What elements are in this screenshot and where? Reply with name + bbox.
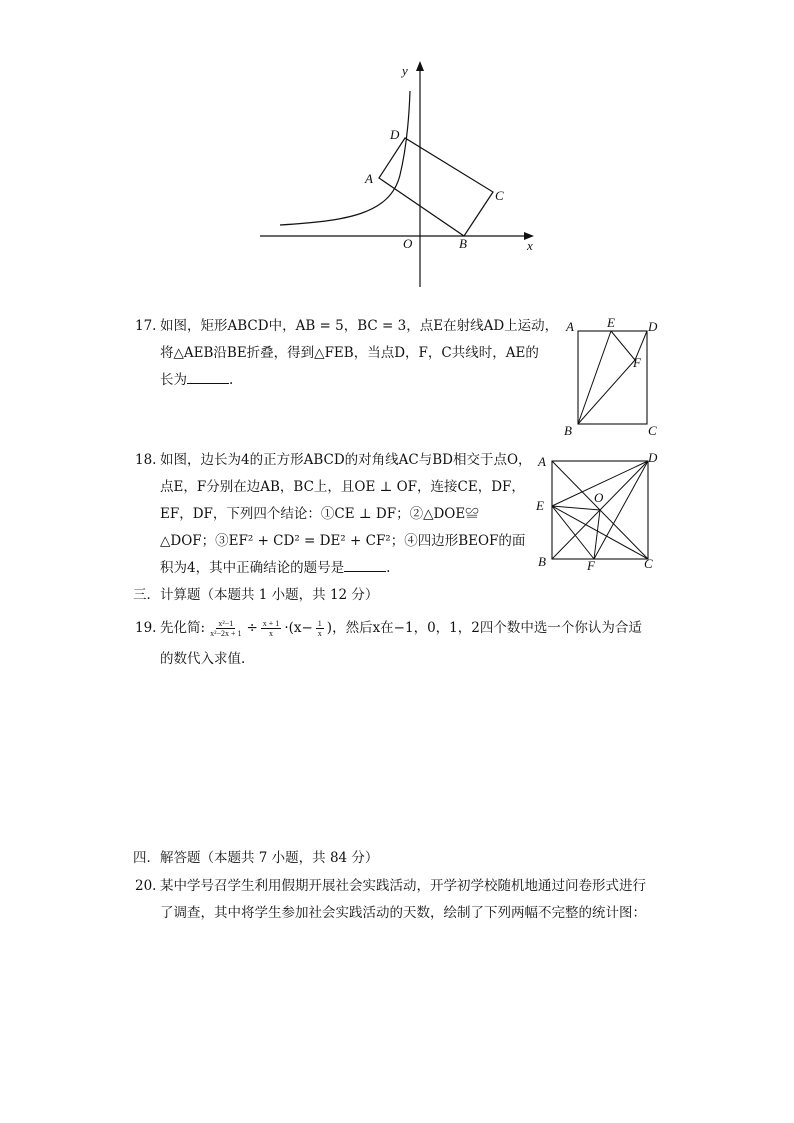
denominator: x	[317, 628, 322, 638]
divide-sign: ÷	[246, 620, 258, 636]
denominator: x	[269, 628, 274, 638]
question-text-line: 的数代入求值.	[160, 651, 246, 667]
label-f: F	[587, 558, 595, 573]
question-text: ·(x−	[284, 620, 313, 636]
question-number: 20.	[135, 878, 157, 894]
label-c: C	[644, 556, 653, 571]
question-text: 先化简:	[160, 620, 206, 636]
question-text-line: EF，DF，下列四个结论：①CE ⊥ DF；②△DOE≌	[160, 506, 479, 522]
hyperbola-curve	[280, 91, 410, 225]
label-o: O	[403, 236, 413, 251]
section-heading: 四．解答题（本题共 7 小题，共 84 分）	[133, 850, 379, 866]
label-a: A	[365, 171, 373, 186]
segment-oe	[552, 506, 600, 510]
coordinate-figure	[250, 55, 550, 295]
question-text: .	[229, 372, 234, 388]
label-f: F	[633, 355, 641, 370]
label-d: D	[648, 319, 658, 334]
label-c: C	[648, 423, 657, 438]
segment-ef	[611, 331, 635, 360]
question-text-line	[160, 370, 233, 390]
rectangle-abcd	[379, 138, 493, 236]
question-text-line: 某中学号召学生利用假期开展社会实践活动，开学初学校随机地通过问卷形式进行	[160, 878, 646, 894]
fraction	[316, 619, 324, 638]
label-d: D	[390, 127, 400, 142]
segment-be	[578, 331, 611, 424]
question-number: 17.	[135, 318, 157, 334]
label-x: x	[527, 238, 533, 253]
question-text-line	[160, 613, 642, 643]
label-b: B	[459, 236, 467, 251]
question-number: 19.	[135, 620, 157, 636]
question-text: 积为4，其中正确结论的题号是	[160, 560, 345, 576]
label-a: A	[538, 454, 546, 469]
numerator: x + 1	[262, 618, 280, 628]
rectangle-abcd	[578, 331, 647, 424]
label-b: B	[538, 554, 546, 569]
question-text-line: △DOF；③EF² + CD² = DE² + CF²；④四边形BEOF的面	[160, 533, 526, 549]
segment-bf	[578, 360, 635, 424]
question-text-line: 如图，矩形ABCD中，AB = 5，BC = 3，点E在射线AD上运动，	[160, 318, 559, 334]
question-text-line: 点E，F分别在边AB，BC上，且OE ⊥ OF，连接CE，DF，	[160, 479, 525, 495]
question-text: )，然后x在−1，0，1，2四个数中选一个你认为合适	[326, 620, 642, 636]
question-text-line	[160, 558, 390, 578]
label-d: D	[648, 450, 658, 465]
fraction	[261, 619, 282, 638]
label-e: E	[607, 315, 615, 330]
question-number: 18.	[135, 452, 157, 468]
y-axis-arrow	[416, 61, 424, 71]
answer-blank	[187, 371, 229, 384]
q17-figure	[560, 315, 670, 440]
label-a: A	[566, 319, 574, 334]
label-b: B	[564, 423, 572, 438]
question-text-line: 如图，边长为4的正方形ABCD的对角线AC与BD相交于点O，	[160, 452, 532, 468]
question-text-line: 将△AEB沿BE折叠，得到△FEB，当点D，F，C共线时，AE的	[160, 345, 539, 361]
label-y: y	[402, 63, 408, 78]
q18-figure	[530, 448, 670, 573]
fraction	[208, 619, 243, 638]
label-c: C	[495, 188, 504, 203]
numerator: x²−1	[218, 618, 234, 628]
question-text: 长为	[160, 372, 187, 388]
label-o: O	[594, 490, 604, 505]
segment-of	[594, 510, 600, 559]
segment-ef	[552, 506, 594, 559]
question-text-line: 了调查，其中将学生参加社会实践活动的天数，绘制了下列两幅不完整的统计图：	[160, 905, 646, 921]
question-text: .	[386, 560, 391, 576]
numerator: 1	[317, 618, 322, 628]
answer-blank	[344, 559, 386, 572]
denominator: x²−2x + 1	[210, 628, 242, 638]
section-heading: 三．计算题（本题共 1 小题，共 12 分）	[133, 587, 379, 603]
label-e: E	[536, 498, 544, 513]
